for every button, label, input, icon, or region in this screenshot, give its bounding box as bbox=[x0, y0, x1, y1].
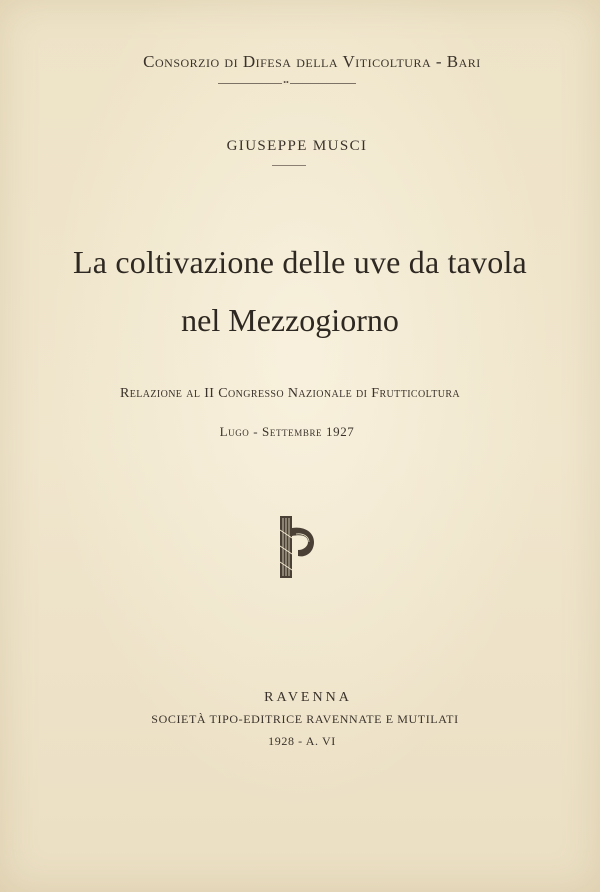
imprint-year: 1928 - A. VI bbox=[268, 734, 336, 748]
imprint-city: RAVENNA bbox=[264, 690, 352, 705]
author-divider bbox=[272, 165, 306, 166]
place-date: Lugo - Settembre 1927 bbox=[219, 424, 355, 439]
report-subtitle: Relazione al II Congresso Nazionale di Frutticoltura bbox=[119, 386, 461, 401]
fasces-emblem-icon bbox=[274, 512, 320, 580]
book-title-line-1: La coltivazione delle uve da tavola bbox=[73, 244, 527, 280]
publisher-heading: Consorzio di Difesa della Viticoltura - Bari bbox=[143, 52, 481, 71]
header-divider-ornament: •• bbox=[283, 78, 289, 87]
imprint-printer: SOCIETÀ TIPO-EDITRICE RAVENNATE E MUTILATI bbox=[151, 712, 459, 726]
book-title-line-2: nel Mezzogiorno bbox=[181, 302, 399, 338]
author-name: GIUSEPPE MUSCI bbox=[226, 138, 368, 154]
